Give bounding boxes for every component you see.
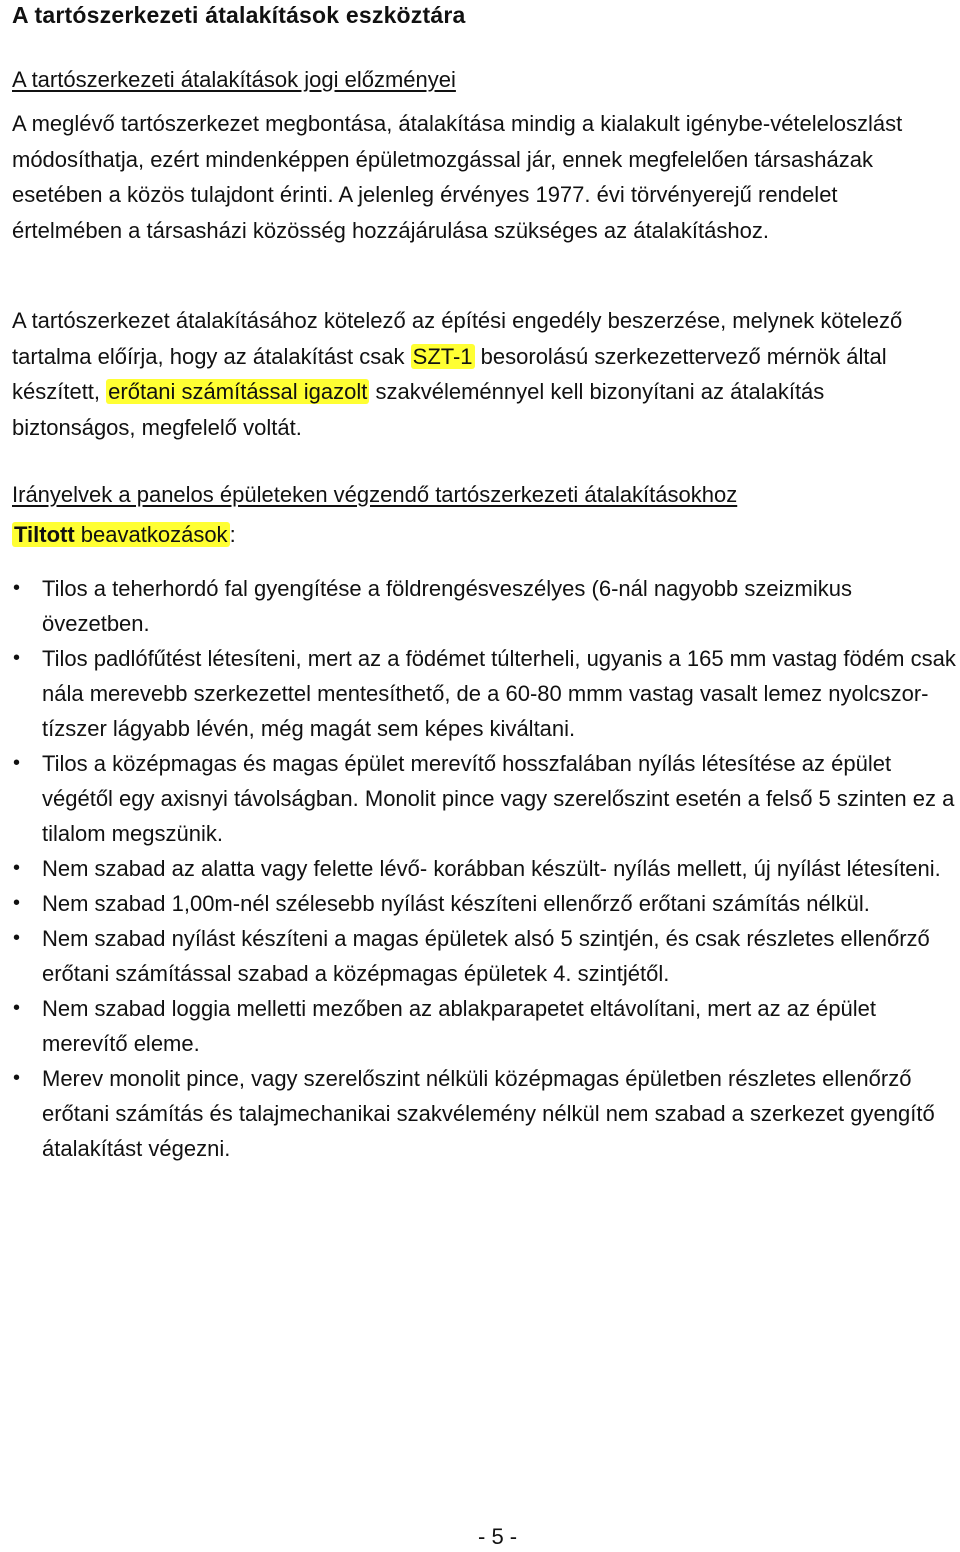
- section-heading-legal-background: A tartószerkezeti átalakítások jogi előzményei: [12, 67, 456, 92]
- section-heading-guidelines: Irányelvek a panelos épületeken végzendő tartószerkezeti átalakításokhoz: [12, 482, 738, 507]
- subheading-bold: Tiltott: [14, 522, 75, 547]
- list-item: [12, 641, 960, 746]
- highlighted-text: SZT-1: [412, 343, 473, 369]
- list-item: [12, 991, 960, 1061]
- bullet-icon: •: [13, 927, 21, 949]
- list-item-text: Merev monolit pince, vagy szerelőszint nélküli középmagas épületben részletes ellenőrző erőtani számítás és talajmechanikai szakvélemény nélkül nem szabad a szerkezet gyengítő átalakítást végezni.: [42, 1066, 935, 1161]
- list-item-text: Tilos a teherhordó fal gyengítése a földrengésveszélyes (6-nál nagyobb szeizmikus övezetben.: [42, 576, 852, 636]
- bullet-icon: •: [13, 647, 21, 669]
- document-title: A tartószerkezeti átalakítások eszköztára: [12, 2, 466, 28]
- list-item-text: Nem szabad nyílást készíteni a magas épületek alsó 5 szintjén, és csak részletes ellenőrző erőtani számítással szabad a középmagas épületek 4. szintjétől.: [42, 926, 930, 986]
- list-item-text: Nem szabad 1,00m-nél szélesebb nyílást készíteni ellenőrző erőtani számítás nélkül.: [42, 891, 870, 916]
- list-item-text: Nem szabad loggia melletti mezőben az ablakparapetet eltávolítani, mert az az épület merevítő eleme.: [42, 996, 877, 1056]
- list-item-text: Tilos padlófűtést létesíteni, mert az a födémet túlterheli, ugyanis a 165 mm vastag födém csak nála merevebb szerkezettel mentesíthető, de a 60-80 mmm vastag vasalt lemez nyolcszor-tízszer lágyabb lévén, még magát sem képes kiváltani.: [42, 646, 956, 741]
- bullet-icon: •: [13, 997, 21, 1019]
- list-item: [12, 886, 960, 921]
- bullet-icon: •: [13, 1067, 21, 1089]
- highlighted-text: erőtani számítással igazolt: [108, 379, 368, 404]
- page-number: - 5 -: [478, 1524, 518, 1549]
- bullet-icon: •: [13, 857, 21, 879]
- list-item-text: Nem szabad az alatta vagy felette lévő- korábban készült- nyílás mellett, új nyílást létesíteni.: [42, 856, 941, 881]
- highlighted-subheading: [12, 522, 230, 547]
- list-item-text: Tilos a középmagas és magas épület merevítő hosszfalában nyílás létesítése az épület végétől egy axisnyi távolságban. Monolit pince vagy szerelőszint esetén a felső 5 szinten ez a tilalom megszünik.: [42, 751, 955, 846]
- paragraph-text: besorolású szerkezettervező mérnök által készített,: [12, 343, 887, 404]
- subheading-text: beavatkozások: [74, 522, 228, 547]
- paragraph-legal-background: A meglévő tartószerkezet megbontása, átalakítása mindig a kialakult igénybe-vételeloszlást módosíthatja, ezért mindenképpen épületmozgással jár, ennek megfelelően társasházak esetében a közös tulajdont érinti. A jelenleg érvényes 1977. évi törvényerejű rendelet értelmében a társasházi közösség hozzájárulása szükséges az átalakításhoz.: [12, 111, 903, 243]
- list-item: [12, 1061, 960, 1166]
- bullet-icon: •: [13, 892, 21, 914]
- list-item: [12, 851, 960, 886]
- subheading-forbidden-interventions: [12, 522, 236, 548]
- paragraph-building-permit: [12, 303, 952, 445]
- bullet-icon: •: [13, 577, 21, 599]
- list-item: [12, 571, 960, 641]
- list-item: [12, 921, 960, 991]
- forbidden-interventions-list: [12, 571, 960, 1166]
- paragraph-text: szakvéleménnyel kell bizonyítani az átalakítás biztonságos, megfelelő voltát.: [12, 379, 825, 440]
- paragraph-text: A tartószerkezet átalakításához kötelező az építési engedély beszerzése, melynek kötelező tartalma előírja, hogy az átalakítást csak: [12, 308, 903, 369]
- subheading-suffix: :: [229, 522, 236, 547]
- bullet-icon: •: [13, 752, 21, 774]
- list-item: [12, 746, 960, 851]
